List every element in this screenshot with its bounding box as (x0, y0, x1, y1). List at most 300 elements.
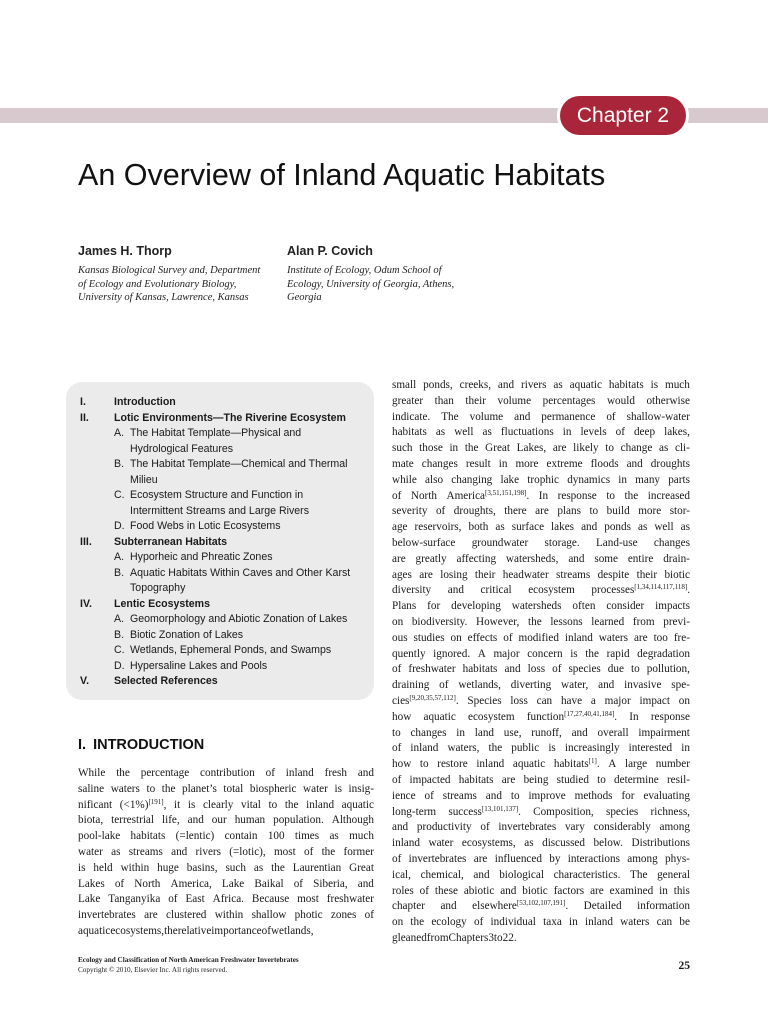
word: on (678, 694, 690, 707)
word: modified (518, 631, 559, 644)
word: ecosystem (528, 584, 575, 597)
word: deep (633, 426, 656, 439)
word: are (419, 568, 433, 581)
word: indicate. (392, 410, 431, 423)
word: those (419, 442, 443, 455)
word: stor- (669, 505, 690, 518)
word: inland (476, 758, 505, 771)
word: In (538, 489, 549, 502)
word: it (174, 798, 181, 811)
word: In (629, 710, 639, 723)
word: are (144, 909, 158, 922)
word: the (464, 442, 479, 455)
word: elsewhere[53,102,107,191]. (472, 899, 569, 913)
word: parts (668, 473, 690, 486)
word: invertebrates (408, 852, 467, 865)
text-line (78, 813, 374, 829)
word: The (441, 410, 459, 423)
word: are (633, 631, 648, 644)
word: richness, (650, 805, 690, 818)
text-line (392, 583, 690, 599)
word: land (474, 726, 495, 739)
word: success[13,101,137]. (448, 804, 521, 818)
body-text-left-column (78, 766, 374, 940)
author-affiliation (78, 264, 260, 305)
toc-item[interactable]: B. Aquatic Habitats Within Caves and Other Karst Topography (114, 566, 351, 594)
word: inland (410, 742, 439, 755)
text-line (392, 568, 690, 584)
word: while (392, 473, 417, 486)
word: Because (251, 893, 290, 906)
word: overall (597, 726, 629, 739)
word: to (630, 663, 640, 676)
word: and (568, 552, 585, 565)
word: greatly (415, 552, 447, 565)
word: of (552, 663, 562, 676)
word: chemical, (420, 868, 464, 881)
word: freshwater (408, 663, 456, 676)
word: cies[9,20,35,57,112]. (392, 693, 459, 707)
word: impacts (655, 600, 690, 613)
word: among (659, 821, 690, 834)
word: characteristics. (553, 868, 621, 881)
word: of (392, 742, 402, 755)
word: productivity (416, 821, 472, 834)
word: from (426, 931, 449, 944)
word: most (297, 893, 319, 906)
word: Chapters (448, 931, 489, 944)
text-line (78, 782, 374, 798)
word: biota, (78, 814, 104, 827)
affiliation-line: University of Kansas, Lawrence, Kansas (78, 292, 249, 303)
word: how (392, 710, 412, 723)
affiliation-line: of Ecology and Evolutionary Biology, (78, 278, 237, 290)
word: by (549, 852, 561, 865)
text-line (392, 615, 690, 631)
word: terrestrial (111, 814, 155, 827)
word: photic (294, 909, 323, 922)
body-text-right-column (392, 378, 690, 947)
text-line (392, 378, 690, 394)
text-line (78, 798, 374, 814)
citation-ref: [53,102,107,191] (516, 899, 566, 908)
toc-item[interactable]: C. Ecosystem Structure and Function in Intermittent Streams and Large Rivers (114, 489, 309, 517)
word: interested (628, 742, 673, 755)
word: surface (511, 521, 545, 534)
word: to (392, 726, 401, 739)
word: lessons (550, 615, 583, 628)
word: developing (451, 600, 501, 613)
word: waters (110, 782, 140, 795)
word: biodiversity. (411, 615, 468, 628)
word: the (624, 489, 639, 502)
word: to (510, 789, 520, 802)
word: ages (392, 568, 412, 581)
word: freshwater (326, 893, 374, 906)
word: contribution (200, 767, 255, 779)
toc-item[interactable]: I. Introduction (80, 396, 176, 408)
word: percentages (542, 394, 596, 407)
toc-item[interactable]: II. Lotic Environments—The Riverine Ecosystem (80, 411, 346, 424)
word: saline (78, 782, 105, 795)
word: of (439, 679, 449, 692)
word: North (134, 877, 161, 890)
word: impairment (638, 726, 690, 739)
word: despite (597, 568, 630, 581)
toc-item[interactable]: A. Hyporheic and Phreatic Zones (114, 551, 273, 563)
toc-item[interactable]: III. Subterranean Habitats (80, 535, 228, 548)
word: well (654, 521, 674, 534)
word: streams (128, 845, 163, 858)
word: can (536, 694, 553, 707)
word: below. (593, 837, 623, 850)
word: are (473, 852, 488, 865)
citation-ref: [9,20,35,57,112] (409, 693, 456, 702)
word: processes[1,34,114,117,118]. (591, 583, 690, 597)
citation-ref: [1] (588, 757, 597, 766)
word: lakes (551, 521, 575, 534)
word: ical, (392, 868, 411, 881)
word: much (349, 830, 374, 843)
word: on (392, 916, 404, 929)
word: studies (413, 631, 445, 644)
word: is (334, 782, 342, 795)
word: held (93, 861, 113, 874)
word: huge (157, 861, 179, 874)
word: severity (392, 505, 428, 518)
word: changes (410, 726, 447, 739)
word: A (477, 647, 486, 660)
word: considerably (593, 821, 651, 834)
word: waters, (447, 742, 480, 755)
word: as (111, 845, 121, 858)
word: in (569, 916, 578, 929)
word: in (659, 884, 668, 897)
word: chapter (392, 900, 425, 913)
word: in (449, 442, 459, 455)
word: resil- (666, 773, 690, 786)
word: the (271, 861, 285, 874)
word: the (284, 798, 299, 811)
word: Although (331, 814, 374, 827)
word: as (253, 861, 264, 874)
word: vary (564, 821, 585, 834)
text-line (392, 647, 690, 663)
word: habitats (462, 663, 498, 676)
toc-item[interactable]: IV. Lentic Ecosystems (80, 597, 210, 610)
word: such (225, 861, 246, 874)
text-line (392, 552, 690, 568)
word: due (607, 663, 624, 676)
toc-item[interactable]: D. Hypersaline Lakes and Pools (114, 659, 268, 672)
word: streams (556, 568, 591, 581)
word: Baikal (254, 877, 284, 890)
word: of (435, 505, 446, 518)
word: in (456, 726, 465, 739)
word: their (465, 394, 486, 407)
text-line (392, 410, 690, 426)
word: and (500, 884, 517, 897)
word: Laurentian (292, 861, 342, 874)
word: Detailed (583, 900, 622, 913)
word: a (590, 694, 596, 707)
word: droughts, (453, 505, 496, 518)
word: habitats (130, 830, 166, 843)
citation-ref: [1,34,114,117,118] (634, 583, 688, 592)
word: invertebrates (498, 821, 557, 834)
word: ience (392, 789, 416, 802)
word: loss (527, 663, 546, 676)
text-line (392, 820, 690, 836)
text-line (392, 504, 690, 520)
word: Species (467, 694, 502, 707)
word: The (630, 868, 648, 881)
word: times (294, 830, 320, 843)
author-name: James H. Thorp (78, 244, 172, 258)
word: restore (437, 758, 468, 771)
word: to (605, 442, 614, 455)
word: (=lotic), (229, 845, 266, 858)
citation-ref: [13,101,137] (481, 804, 519, 813)
word: response (650, 710, 690, 723)
word: changes (653, 536, 690, 549)
word: pool-lake (78, 830, 121, 843)
word: among (627, 852, 658, 865)
word: species (605, 805, 639, 818)
word: diverting (510, 679, 552, 692)
word: as (680, 521, 690, 534)
word: ecology (431, 916, 467, 929)
word: how (392, 758, 412, 771)
text-line (392, 710, 690, 726)
word: total (223, 782, 244, 795)
word: America, (170, 877, 212, 890)
word: interactions (567, 852, 620, 865)
word: Lakes, (516, 442, 547, 455)
word: are (501, 773, 516, 786)
word: is (548, 742, 556, 755)
word: water, (561, 679, 589, 692)
word: of (392, 489, 402, 502)
text-line (392, 805, 690, 821)
word: inland (285, 767, 314, 779)
toc-item[interactable]: D. Food Webs in Lotic Ecosystems (114, 520, 281, 532)
author-affiliation (287, 264, 454, 305)
word: more (638, 505, 662, 518)
word: age (392, 521, 408, 534)
word: quently (392, 647, 426, 660)
word: runoff, (531, 726, 562, 739)
word: in (498, 457, 508, 470)
word: ous (392, 631, 408, 644)
word: changes (421, 457, 458, 470)
word: dynamics (567, 473, 611, 486)
word: and (440, 900, 457, 913)
word: biological (499, 868, 544, 881)
word: Distributions (631, 837, 690, 850)
word: affecting (456, 552, 497, 565)
text-line (392, 441, 690, 457)
word: on (450, 631, 462, 644)
word: vital (241, 798, 261, 811)
word: insig- (348, 782, 374, 795)
word: importance (211, 924, 262, 937)
word: previ- (663, 615, 690, 628)
author-block-2 (287, 244, 454, 305)
word: (=lentic) (175, 830, 215, 843)
affiliation-line: Ecology, University of Georgia, Athens, (287, 278, 455, 290)
word: of (265, 767, 275, 779)
word: is (650, 379, 659, 391)
text-line (392, 536, 690, 552)
word: long-term (392, 805, 437, 818)
toc-item[interactable]: B. The Habitat Template—Chemical and Thermal Milieu (114, 458, 348, 486)
word: headwater (502, 568, 549, 581)
word: determine (614, 773, 659, 786)
word: ecosystems, (461, 837, 516, 850)
word: result (465, 457, 491, 470)
word: as (659, 442, 669, 455)
word: and (626, 457, 643, 470)
toc-item[interactable]: C. Wetlands, Ephemeral Ponds, and Swamps (114, 644, 332, 656)
word: watersheds, (505, 552, 559, 565)
word: fluctuations (500, 426, 554, 439)
word: rivers (521, 379, 547, 391)
word: both (468, 521, 489, 534)
word: North (410, 489, 437, 502)
text-line (392, 931, 690, 947)
word: the (410, 916, 425, 929)
word: habitats[1]. (553, 757, 600, 771)
word: droughts (650, 457, 690, 470)
word: Land-use (595, 536, 638, 549)
text-line (392, 852, 690, 868)
word: zones (330, 909, 357, 922)
word: fresh (324, 767, 347, 779)
text-line (392, 836, 690, 852)
word: clearly (202, 798, 234, 811)
word: impact (639, 694, 670, 707)
word: being (523, 773, 549, 786)
word: there (504, 505, 527, 518)
word: the (164, 924, 178, 937)
word: the (528, 615, 542, 628)
word: pollution, (646, 663, 690, 676)
word: A (608, 758, 617, 771)
word: are (535, 505, 549, 518)
word: as (329, 830, 339, 843)
word: Lakes (78, 877, 105, 890)
word: inland (584, 916, 613, 929)
text-line (392, 868, 690, 884)
word: consider (606, 600, 645, 613)
word: response (557, 489, 597, 502)
text-line (392, 457, 690, 473)
word: such (392, 442, 413, 455)
word: of (293, 877, 304, 890)
word: invasive (624, 679, 662, 692)
word: watersheds (511, 600, 562, 613)
word: to (146, 782, 156, 795)
word: to (589, 505, 599, 518)
word: of (261, 924, 271, 937)
word: the (161, 782, 176, 795)
toc-item[interactable]: A. Geomorphology and Abiotic Zonation of Lakes (114, 613, 348, 625)
word: rivers (195, 845, 222, 858)
citation-ref: [191] (148, 797, 164, 806)
word: groundwater (471, 536, 529, 549)
word: from (632, 615, 655, 628)
author-name: Alan P. Covich (287, 244, 373, 258)
word: shallow (251, 909, 287, 922)
word: gleaned (392, 931, 427, 944)
word: small (392, 379, 417, 391)
copyright-notice: Copyright © 2010, Elsevier Inc. All rights reserved. (78, 966, 228, 974)
word: human (234, 814, 266, 827)
word: phys- (665, 852, 690, 865)
word: of (168, 893, 178, 906)
word: change (620, 442, 653, 455)
word: our (211, 814, 227, 827)
text-line (392, 884, 690, 900)
text-line (392, 599, 690, 615)
word: volume (497, 394, 532, 407)
word: loss (510, 694, 528, 707)
word: of (392, 663, 402, 676)
word: Lake (78, 893, 101, 906)
word: wetlands, (270, 924, 314, 937)
word: for (427, 600, 441, 613)
toc-item[interactable]: A. The Habitat Template—Physical and Hydrological Features (114, 427, 302, 455)
word: large (624, 758, 648, 771)
citation-ref: [17,27,40,41,184] (564, 709, 615, 718)
word: Tanganyika (108, 893, 161, 906)
word: as (553, 379, 563, 391)
word: Siberia, (313, 877, 348, 890)
word: within (120, 861, 150, 874)
word: greater (392, 394, 424, 407)
word: well (454, 426, 474, 439)
word: as (637, 521, 648, 534)
word: their (636, 568, 658, 581)
word: water (428, 837, 454, 850)
word: public (511, 742, 540, 755)
word: of (473, 916, 484, 929)
word: However, (476, 615, 520, 628)
word: as (435, 426, 446, 439)
word: as (482, 426, 492, 439)
word: relative (177, 924, 212, 937)
word: the (585, 647, 599, 660)
text-line (392, 489, 690, 505)
word: of (303, 845, 314, 858)
word: build (606, 505, 630, 518)
toc-item[interactable]: V. Selected References (80, 675, 218, 687)
word: losing (440, 568, 468, 581)
text-line (392, 789, 690, 805)
word: in (681, 742, 690, 755)
word: and (581, 521, 598, 534)
toc-item[interactable]: B. Biotic Zonation of Lakes (114, 628, 244, 641)
word: of (364, 909, 374, 922)
word: factors (553, 884, 585, 897)
word: water (78, 845, 103, 858)
word: to (419, 758, 429, 771)
word: and (447, 584, 464, 597)
word: volume (469, 410, 504, 423)
word: some (594, 552, 618, 565)
affiliation-line: Kansas Biological Survey and, Department (78, 265, 261, 276)
